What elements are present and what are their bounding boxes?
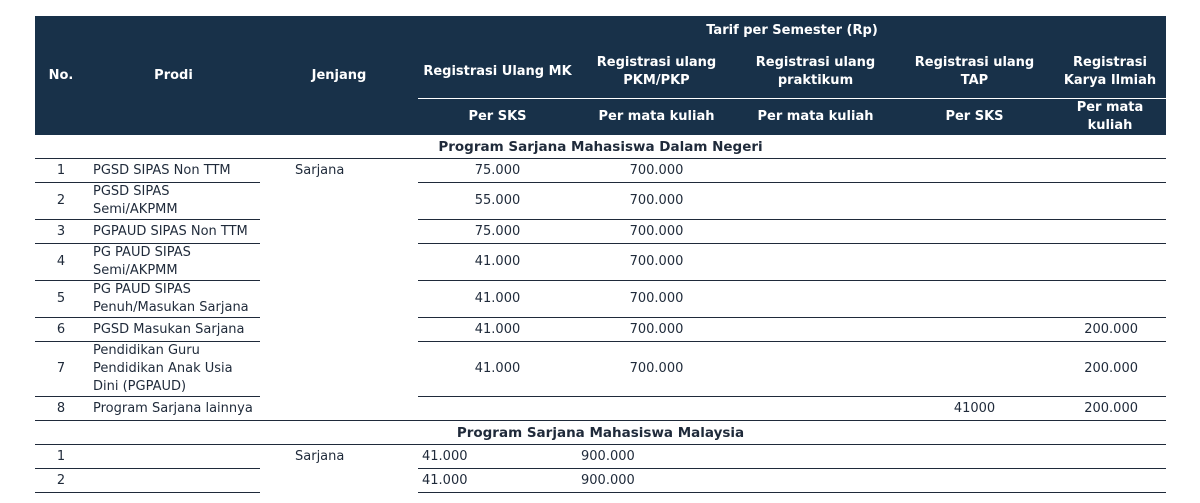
cell-tap [895, 445, 1054, 469]
cell-ki [1054, 220, 1166, 244]
cell-no: 2 [35, 469, 87, 493]
cell-prodi: Pendidikan Guru Pendidikan Anak Usia Dini (PGPAUD) [87, 342, 260, 397]
cell-prak [736, 469, 895, 493]
cell-tap: 41000 [895, 397, 1054, 421]
cell-mk: 41.000 [418, 469, 577, 493]
header-reg-mk: Registrasi Ulang MK [418, 46, 577, 99]
cell-pkm [577, 397, 736, 421]
table-row [35, 220, 1166, 244]
cell-pkm: 900.000 [577, 445, 736, 469]
cell-ki: 200.000 [1054, 342, 1166, 397]
header-no: No. [35, 16, 87, 135]
cell-no: 2 [35, 183, 87, 220]
cell-mk: 75.000 [418, 220, 577, 244]
unit-prak: Per mata kuliah [736, 99, 895, 136]
cell-ki [1054, 281, 1166, 318]
cell-prak [736, 183, 895, 220]
cell-prodi: PGSD SIPAS Non TTM [87, 159, 260, 183]
table-body [35, 135, 1166, 493]
section-title: Program Sarjana Mahasiswa Dalam Negeri [35, 135, 1166, 159]
cell-ki [1054, 183, 1166, 220]
cell-prodi: PG PAUD SIPAS Penuh/Masukan Sarjana [87, 281, 260, 318]
cell-ki [1054, 159, 1166, 183]
table-row [35, 281, 1166, 318]
cell-no: 4 [35, 244, 87, 281]
header-prodi: Prodi [87, 16, 260, 135]
tariff-table-container [35, 16, 1166, 493]
cell-jenjang: Sarjana [295, 449, 345, 464]
cell-prodi: PGSD SIPAS Semi/AKPMM [87, 183, 260, 220]
cell-prak [736, 220, 895, 244]
section-title: Program Sarjana Mahasiswa Malaysia [35, 421, 1166, 445]
cell-prak [736, 281, 895, 318]
cell-no: 8 [35, 397, 87, 421]
cell-no: 5 [35, 281, 87, 318]
cell-no: 1 [35, 159, 87, 183]
unit-tap: Per SKS [895, 99, 1054, 136]
table-row [35, 318, 1166, 342]
cell-ki: 200.000 [1054, 397, 1166, 421]
table-header [35, 16, 1166, 135]
section-row [35, 135, 1166, 159]
cell-pkm: 900.000 [577, 469, 736, 493]
header-tarif: Tarif per Semester (Rp) [418, 16, 1166, 46]
cell-pkm: 700.000 [577, 281, 736, 318]
cell-prak [736, 445, 895, 469]
cell-mk: 41.000 [418, 445, 577, 469]
cell-jenjang: Sarjana [295, 163, 345, 178]
tariff-table [35, 16, 1166, 493]
cell-prodi: PG PAUD SIPAS Semi/AKPMM [87, 244, 260, 281]
unit-mk: Per SKS [418, 99, 577, 136]
cell-tap [895, 342, 1054, 397]
cell-mk: 75.000 [418, 159, 577, 183]
cell-prak [736, 318, 895, 342]
cell-pkm: 700.000 [577, 342, 736, 397]
cell-pkm: 700.000 [577, 183, 736, 220]
cell-prodi: Program Sarjana lainnya [87, 397, 260, 421]
cell-no: 6 [35, 318, 87, 342]
cell-prak [736, 244, 895, 281]
cell-pkm: 700.000 [577, 318, 736, 342]
table-row [35, 342, 1166, 397]
cell-pkm: 700.000 [577, 220, 736, 244]
cell-tap [895, 159, 1054, 183]
cell-ki: 200.000 [1054, 318, 1166, 342]
table-row [35, 244, 1166, 281]
cell-mk: 55.000 [418, 183, 577, 220]
header-reg-prak: Registrasi ulang praktikum [736, 46, 895, 99]
cell-mk: 41.000 [418, 342, 577, 397]
cell-pkm: 700.000 [577, 159, 736, 183]
cell-no: 1 [35, 445, 87, 469]
cell-no: 7 [35, 342, 87, 397]
cell-prodi: PGPAUD SIPAS Non TTM [87, 220, 260, 244]
cell-pkm: 700.000 [577, 244, 736, 281]
cell-tap [895, 281, 1054, 318]
unit-pkm: Per mata kuliah [577, 99, 736, 136]
cell-ki [1054, 244, 1166, 281]
cell-mk: 41.000 [418, 318, 577, 342]
unit-ki: Per mata kuliah [1054, 99, 1166, 136]
cell-prodi: PGSD Masukan Sarjana [87, 318, 260, 342]
cell-ki [1054, 469, 1166, 493]
header-reg-tap: Registrasi ulang TAP [895, 46, 1054, 99]
cell-tap [895, 469, 1054, 493]
cell-prak [736, 159, 895, 183]
cell-tap [895, 318, 1054, 342]
cell-tap [895, 183, 1054, 220]
cell-tap [895, 244, 1054, 281]
cell-prak [736, 397, 895, 421]
cell-prodi [87, 445, 260, 469]
section-row [35, 421, 1166, 445]
cell-ki [1054, 445, 1166, 469]
table-row [35, 397, 1166, 421]
cell-mk: 41.000 [418, 281, 577, 318]
table-row [35, 183, 1166, 220]
cell-mk: 41.000 [418, 244, 577, 281]
table-row [35, 469, 1166, 493]
header-reg-pkm: Registrasi ulang PKM/PKP [577, 46, 736, 99]
cell-tap [895, 220, 1054, 244]
cell-prak [736, 342, 895, 397]
header-reg-ki: Registrasi Karya Ilmiah [1054, 46, 1166, 99]
cell-prodi [87, 469, 260, 493]
cell-no: 3 [35, 220, 87, 244]
header-jenjang: Jenjang [260, 16, 418, 135]
cell-mk [418, 397, 577, 421]
table-row [35, 159, 1166, 183]
table-row [35, 445, 1166, 469]
